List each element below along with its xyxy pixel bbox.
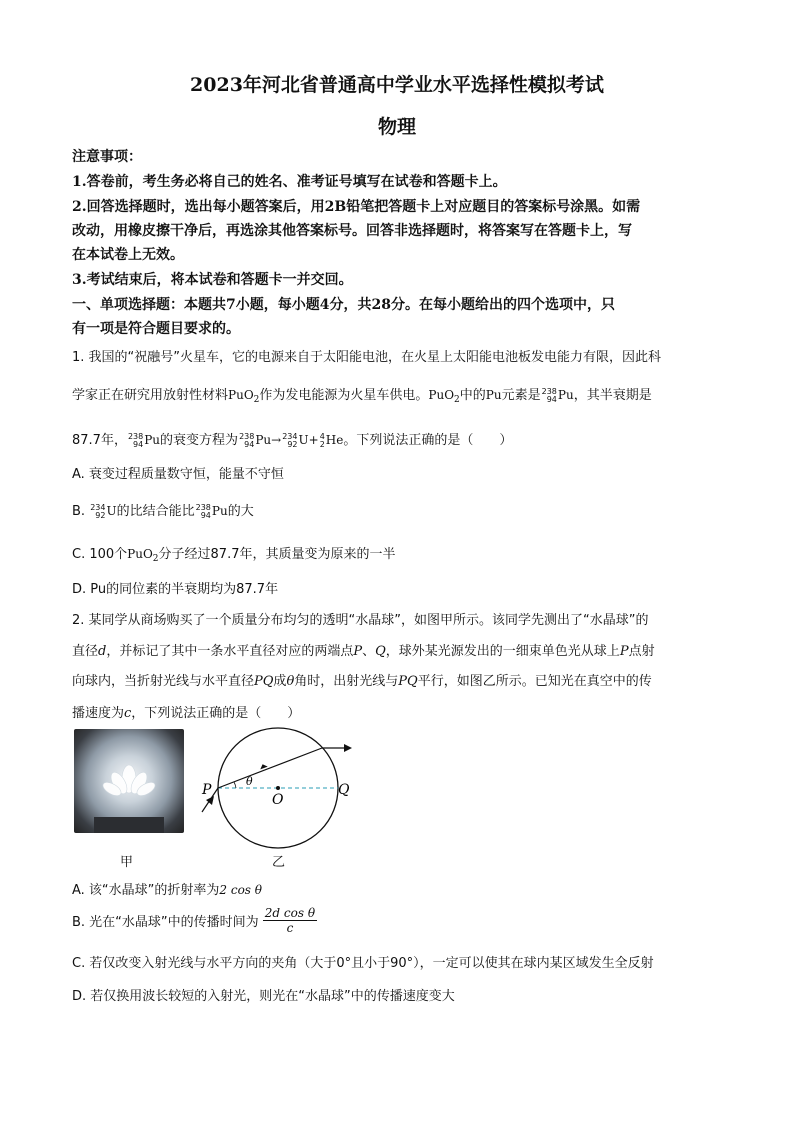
q2-option-b: B. 光在“水晶球”中的传播时间为 $\frac{\text{2d cos θ}}{c}$ <box>72 906 316 935</box>
crystal-ball-photo <box>74 729 184 833</box>
notice-item-1: 1.答卷前，考生务必将自己的姓名、准考证号填写在试卷和答题卡上。 <box>72 174 507 190</box>
notice-heading: 注意事项： <box>72 149 142 165</box>
figure-label-yi: 乙 <box>272 855 286 870</box>
q1-line2-e: ，其半衰期是 <box>573 388 652 403</box>
pu238-isotope-numbers: 238 94 <box>541 386 557 404</box>
refracted-ray <box>218 748 322 788</box>
decay-arrow: → <box>271 433 282 447</box>
q1-line2 <box>72 380 732 415</box>
puo2-formula-c: PuO$_2$ <box>127 547 159 564</box>
notice-item-3: 3.考试结束后，将本试卷和答题卡一并交回。 <box>72 272 353 288</box>
theta-label: θ <box>246 775 253 788</box>
q1-line2-b: 作为发电能源为火星车供电。 <box>259 388 429 403</box>
center-point <box>276 786 280 790</box>
q2-line3: 向球内，当折射光线与水平直径PQ成θ角时，出射光线与PQ平行，如图乙所示。已知光在真空中的传 <box>72 674 652 689</box>
q1-line3-c: 。下列说法正确的是（ ） <box>343 433 513 448</box>
pu-symbol-b: Pu <box>211 504 228 518</box>
figure-label-jia: 甲 <box>120 855 134 870</box>
point-o-label: O <box>272 792 284 808</box>
q1-line3-a: 87.7年， <box>72 433 127 448</box>
point-p-label: P <box>202 782 212 798</box>
q1-option-a: A. 衰变过程质量数守恒，能量不守恒 <box>72 467 284 482</box>
refraction-diagram <box>196 724 356 852</box>
time-fraction: $\frac{\text{2d cos θ}}{c}$ <box>264 906 316 935</box>
he-symbol: He <box>325 433 344 447</box>
pu238-isotope-numbers-b: 238 94 <box>195 502 211 520</box>
section-heading-line2: 有一项是符合题目要求的。 <box>72 321 240 337</box>
u234-isotope-numbers-b: 234 92 <box>90 502 106 520</box>
u-symbol: U <box>298 433 309 447</box>
q1-line2-a: 学家正在研究用放射性材料 <box>72 388 229 403</box>
q1-line3 <box>72 425 732 456</box>
pu238-symbol-2: Pu <box>144 433 161 447</box>
q1-line2-d: 元素是 <box>501 388 541 403</box>
pu238-isotope-numbers-3: 238 94 <box>239 431 255 449</box>
u-symbol-b: U <box>106 504 117 518</box>
q2-option-d: D. 若仅换用波长较短的入射光，则光在“水晶球”中的传播速度变大 <box>72 989 455 1004</box>
u234-isotope-numbers: 234 92 <box>282 431 298 449</box>
exit-arrow-icon <box>344 744 352 752</box>
q2-line2: 直径d，并标记了其中一条水平直径对应的两端点P、Q，球外某光源发出的一细束单色光从球上P点射 <box>72 644 655 659</box>
plus-sign: + <box>308 433 319 447</box>
pu238-symbol: Pu <box>557 388 574 402</box>
lotus-icon <box>74 729 184 833</box>
pu238-isotope-numbers-2: 238 94 <box>127 431 144 449</box>
q1-option-c: C. 100个PuO$_2$分子经过87.7年，其质量变为原来的一半 <box>72 547 396 564</box>
point-q-label: Q <box>338 782 350 798</box>
q2-line1: 2. 某同学从商场购买了一个质量分布均匀的透明“水晶球”，如图甲所示。该同学先测出了“水晶球”的 <box>72 613 649 628</box>
subject-title: 物理 <box>377 116 416 138</box>
angle-arc <box>234 782 236 788</box>
q2-option-c: C. 若仅改变入射光线与水平方向的夹角（大于0°且小于90°），一定可以使其在球内某区域发生全反射 <box>72 956 654 971</box>
q2-option-a: A. 该“水晶球”的折射率为2 cos θ <box>72 883 262 898</box>
q2-line4: 播速度为c，下列说法正确的是（ ） <box>72 706 301 721</box>
section-heading-line1: 一、单项选择题：本题共7小题，每小题4分，共28分。在每小题给出的四个选项中，只 <box>72 297 615 313</box>
puo2-formula-2: PuO$_2$ <box>428 388 460 405</box>
pu-symbol: Pu <box>485 388 502 402</box>
notice-item-2-line1: 2.回答选择题时，选出每小题答案后，用2B铅笔把答题卡上对应题目的答案标号涂黑。如需 <box>72 199 641 215</box>
q1-option-b: B. 234 92 U的比结合能比 238 94 Pu的大 <box>72 502 254 520</box>
q1-line3-b: 的衰变方程为 <box>160 433 239 448</box>
pu238-symbol-3: Pu <box>255 433 272 447</box>
exam-title: 2023年河北省普通高中学业水平选择性模拟考试 <box>190 74 604 96</box>
notice-item-2-line2: 改动，用橡皮擦干净后，再选涂其他答案标号。回答非选择题时，将答案写在答题卡上，写 <box>72 223 632 239</box>
q1-line2-c: 中的 <box>459 388 486 403</box>
ray-arrow-icon <box>259 763 268 770</box>
notice-item-2-line3: 在本试卷上无效。 <box>72 247 184 263</box>
he4-isotope-numbers: 4 2 <box>319 431 325 449</box>
q1-line1: 1. 我国的“祝融号”火星车，它的电源来自于太阳能电池，在火星上太阳能电池板发电能力有限，因此科 <box>72 350 662 365</box>
q1-option-d: D. Pu的同位素的半衰期均为87.7年 <box>72 582 279 597</box>
puo2-formula: PuO$_2$ <box>228 388 260 405</box>
